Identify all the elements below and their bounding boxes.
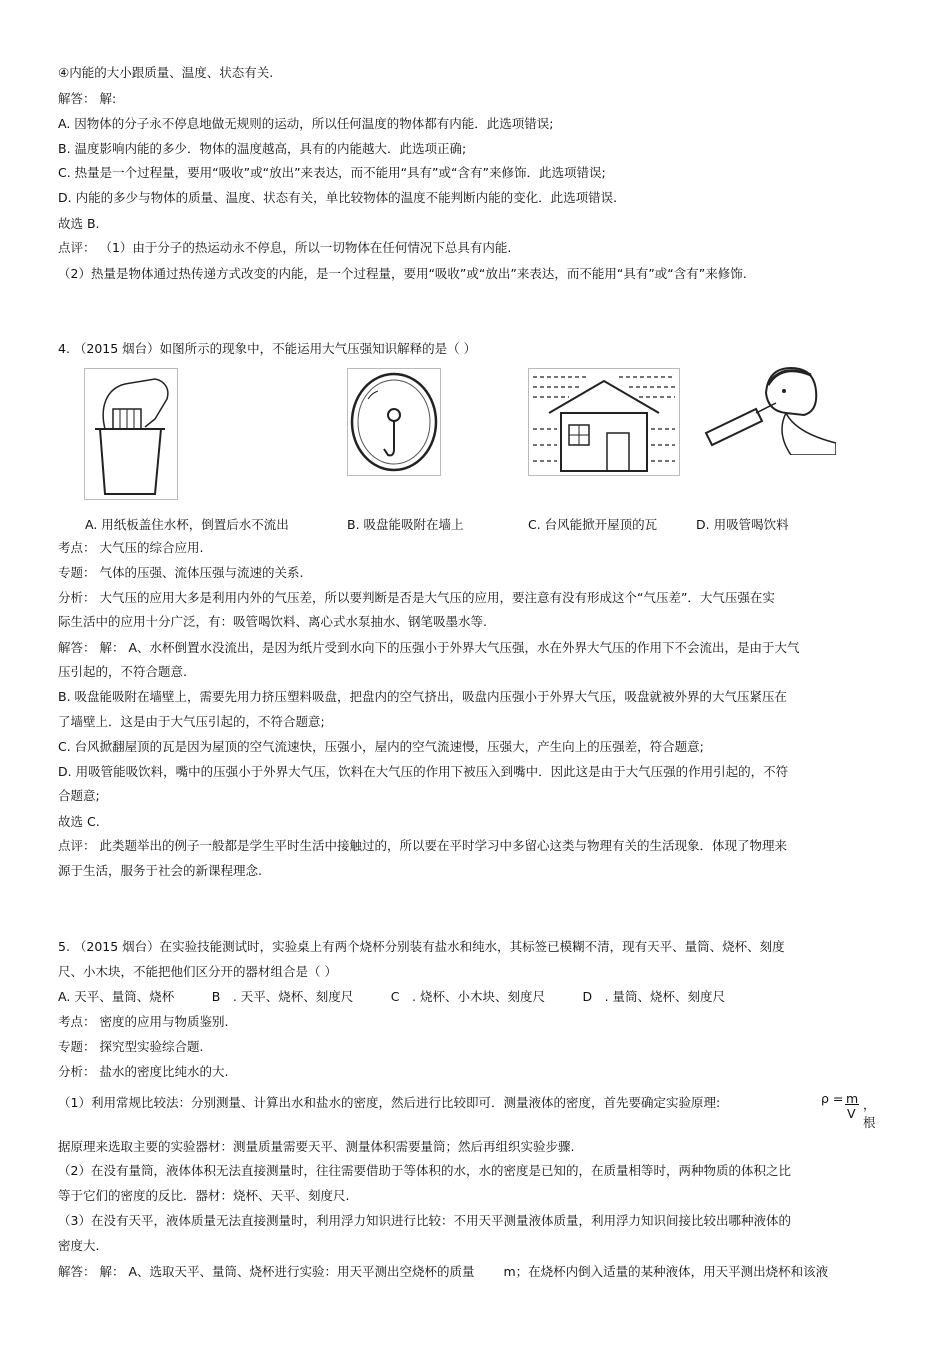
text-line: 解答： 解： A、水杯倒置水没流出，是因为纸片受到水向下的压强小于外界大气压强，水在外界大气压的作用下不会流出，是由于大气 — [58, 640, 800, 655]
figure-cup-inverted — [84, 368, 178, 500]
formula-denominator: V — [847, 1106, 856, 1121]
text-line: 合题意; — [58, 788, 100, 803]
text-line: B. 吸盘能吸附在墙壁上，需要先用力挤压塑料吸盘，把盘内的空气挤出，吸盘内压强小于外界大气压，吸盘就被外界的大气压紧压在 — [58, 689, 788, 704]
q4-option: B. 吸盘能吸附在墙上 — [347, 517, 464, 532]
text-line: 际生活中的应用十分广泛，有：吸管喝饮料、离心式水泵抽水、钢笔吸墨水等. — [58, 614, 487, 629]
text-line: 压引起的，不符合题意. — [58, 664, 187, 679]
formula-numerator: m — [846, 1091, 859, 1106]
text-line: 解答： 解： A、选取天平、量筒、烧杯进行实验：用天平测出空烧杯的质量 m；在烧杯内倒入适量的某种液体，用天平测出烧杯和该液 — [58, 1264, 829, 1279]
rho-symbol: ρ = — [821, 1091, 844, 1106]
text-line: B. 温度影响内能的多少．物体的温度越高，具有的内能越大．此选项正确; — [58, 141, 467, 156]
text-line: A. 天平、量筒、烧杯 B . 天平、烧杯、刻度尺 C . 烧杯、小木块、刻度尺 D . 量筒、烧杯、刻度尺 — [58, 989, 726, 1004]
text-line: 了墙壁上．这是由于大气压引起的，不符合题意; — [58, 714, 325, 729]
text-line: 考点： 大气压的综合应用. — [58, 540, 204, 555]
text-line: 分析： 盐水的密度比纯水的大. — [58, 1064, 229, 1079]
text-line: C. 热量是一个过程量，要用“吸收”或“放出”来表达，而不能用“具有”或“含有”来修饰．此选项错误; — [58, 165, 606, 180]
text-line: 4. （2015 烟台）如图所示的现象中，不能运用大气压强知识解释的是（ ） — [58, 341, 477, 356]
density-formula — [821, 1091, 876, 1130]
text-line: C. 台风掀翻屋顶的瓦是因为屋顶的空气流速快，压强小，屋内的空气流速慢，压强大，产生向上的压强差，符合题意; — [58, 739, 704, 754]
text-line: 专题： 探究型实验综合题. — [58, 1039, 204, 1054]
text-line: D. 用吸管能吸饮料，嘴中的压强小于外界大气压，饮料在大气压的作用下被压入到嘴中．因此这是由于大气压强的作用引起的，不符 — [58, 764, 789, 779]
figure-typhoon-house — [528, 368, 680, 476]
text-line: 故选 B. — [58, 216, 100, 231]
q4-option: D. 用吸管喝饮料 — [696, 517, 789, 532]
text-line: 密度大. — [58, 1238, 100, 1253]
text-line: 5. （2015 烟台）在实验技能测试时，实验桌上有两个烧杯分别装有盐水和纯水，其标签已模糊不清，现有天平、量筒、烧杯、刻度 — [58, 939, 785, 954]
figure-suction-cup — [347, 368, 441, 476]
text-line: （3）在没有天平，液体质量无法直接测量时，利用浮力知识进行比较：不用天平测量液体质量，利用浮力知识间接比较出哪种液体的 — [58, 1213, 791, 1228]
text-line: 尺、小木块，不能把他们区分开的器材组合是（ ） — [58, 964, 337, 979]
text-line: 考点： 密度的应用与物质鉴别. — [58, 1014, 229, 1029]
text-line: 源于生活，服务于社会的新课程理念. — [58, 863, 262, 878]
text-line: （1）利用常规比较法：分别测量、计算出水和盐水的密度，然后进行比较即可．测量液体的密度，首先要确定实验原理: — [58, 1095, 721, 1110]
text-line: （2）热量是物体通过热传递方式改变的内能，是一个过程量，要用“吸收”或“放出”来表达，而不能用“具有”或“含有”来修饰. — [58, 266, 747, 281]
q4-option: C. 台风能掀开屋顶的瓦 — [528, 517, 658, 532]
text-line: A. 因物体的分子永不停息地做无规则的运动，所以任何温度的物体都有内能．此选项错误; — [58, 116, 554, 131]
text-line: 故选 C. — [58, 814, 100, 829]
figure-straw-drinking — [696, 363, 836, 455]
text-line: 专题： 气体的压强、流体压强与流速的关系. — [58, 565, 304, 580]
text-line: D. 内能的多少与物体的质量、温度、状态有关，单比较物体的温度不能判断内能的变化．此选项错误. — [58, 190, 618, 205]
text-line: 解答： 解: — [58, 91, 117, 106]
text-line: 点评： （1）由于分子的热运动永不停息，所以一切物体在任何情况下总具有内能. — [58, 240, 512, 255]
text-line: 等于它们的密度的反比．器材：烧杯、天平、刻度尺. — [58, 1188, 350, 1203]
text-line: （2）在没有量筒，液体体积无法直接测量时，往往需要借助于等体积的水，水的密度是已知的，在质量相等时，两种物质的体积之比 — [58, 1163, 791, 1178]
q4-option: A. 用纸板盖住水杯，倒置后水不流出 — [85, 517, 289, 532]
text-line: ④内能的大小跟质量、温度、状态有关. — [58, 65, 274, 80]
text-line: 据原理来选取主要的实验器材：测量质量需要天平、测量体积需要量筒；然后再组织实验步骤. — [58, 1139, 575, 1154]
formula-tail: ，根 — [863, 1097, 876, 1130]
text-line: 分析： 大气压的应用大多是利用内外的气压差，所以要判断是否是大气压的应用，要注意有没有形成这个“气压差”．大气压强在实 — [58, 590, 775, 605]
text-line: 点评： 此类题举出的例子一般都是学生平时生活中接触过的，所以要在平时学习中多留心这类与物理有关的生活现象．体现了物理来 — [58, 838, 787, 853]
fraction-bar — [845, 1104, 859, 1105]
